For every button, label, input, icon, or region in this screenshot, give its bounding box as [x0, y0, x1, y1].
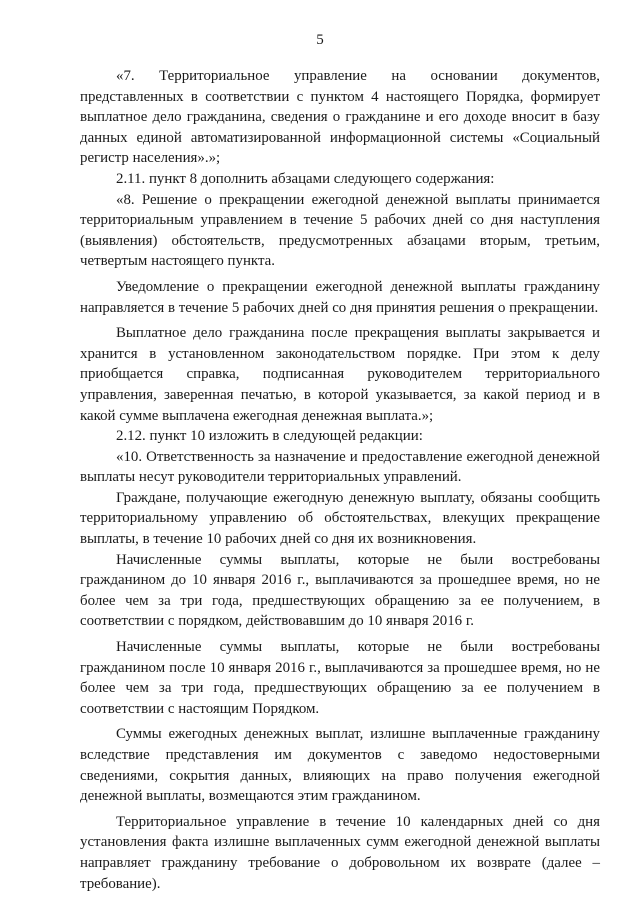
paragraph-2-11-heading: 2.11. пункт 8 дополнить абзацами следующего содержания: [116, 170, 495, 187]
paragraph-item-10-responsibility: «10. Ответственность за назначение и предоставление ежегодной денежной выплаты несут руководители территориальных управлений. [80, 448, 600, 486]
paragraph-unclaimed-before-2016: Начисленные суммы выплаты, которые не были востребованы гражданином до 10 января 2016 г., выплачиваются за прошедшее время, но не более чем за три года, предшествующих обращению за ее получением, в соответствии с порядком, действовавшим до 10 января 2016 г. [80, 551, 600, 630]
page-number: 5 [316, 32, 324, 48]
paragraph-2-12-heading: 2.12. пункт 10 изложить в следующей редакции: [116, 428, 423, 445]
paragraph-case-closure: Выплатное дело гражданина после прекращения выплаты закрывается и хранится в установленном законодательством порядке. При этом к делу приобщается справка, подписанная руководителем территориального управления, заверенная печатью, в которой указывается, за какой период и в какой сумме выплачена ежегодная денежная выплата.»; [80, 325, 600, 424]
paragraph-item-8-decision: «8. Решение о прекращении ежегодной денежной выплаты принимается территориальным управлением в течение 5 рабочих дней со дня наступления (выявления) обстоятельств, предусмотренных абзацами вторым, третьим, четвертым настоящего пункта. [80, 191, 600, 270]
paragraph-item-7-formation: «7. Территориальное управление на основании документов, представленных в соответствии с пунктом 4 настоящего Порядка, формирует выплатное дело гражданина, сведения о гражданине и его доходе вносит в базу данных единой автоматизированной информационной системы «Социальный регистр населения».»; [80, 68, 600, 167]
paragraph-citizens-obligation: Граждане, получающие ежегодную денежную выплату, обязаны сообщить территориальному управлению об обстоятельствах, влекущих прекращение выплаты, в течение 10 рабочих дней со дня их возникновения. [80, 489, 600, 548]
paragraph-unclaimed-after-2016: Начисленные суммы выплаты, которые не были востребованы гражданином после 10 января 2016 г., выплачиваются за прошедшее время, но не более чем за три года, предшествующих обращению за ее получением в соответствии с настоящим Порядком. [80, 639, 600, 717]
paragraph-overpayment-refund: Суммы ежегодных денежных выплат, излишне выплаченные гражданину вследствие представления им документов с заведомо недостоверными сведениями, сокрытия данных, влияющих на право получения ежегодной денежной выплаты, возмещаются этим гражданином. [80, 726, 600, 805]
document-body [80, 66, 600, 894]
paragraph-refund-demand: Территориальное управление в течение 10 календарных дней со дня установления факта излишне выплаченных сумм ежегодной денежной выплаты направляет гражданину требование о добровольном их возврате (далее – требование). [80, 813, 600, 892]
paragraph-notification: Уведомление о прекращении ежегодной денежной выплаты гражданину направляется в течение 5 рабочих дней со дня принятия решения о прекращении. [80, 278, 600, 316]
